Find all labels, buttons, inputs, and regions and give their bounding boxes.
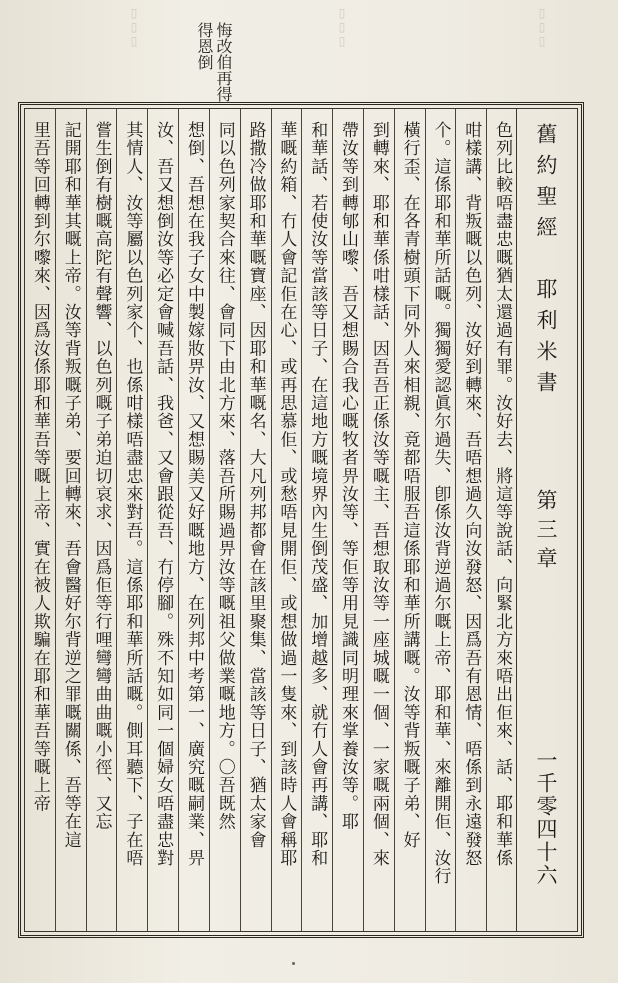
running-header <box>516 109 577 931</box>
bleed-through-mark: ▯▯▯ <box>335 6 349 48</box>
page-speck <box>292 962 295 965</box>
text-column: 帶汝等到轉郇山嚟、吾又想賜合我心嘅牧者畀汝等、等佢等用見識同明理來掌養汝等。耶 <box>332 109 363 931</box>
text-column: 里吾等回轉到尔嚟來、因爲汝係耶和華吾等嘅上帝、實在被人欺騙在耶和華吾等嘅上帝 <box>29 121 50 813</box>
text-columns <box>25 109 517 931</box>
bleed-through-mark: ▯▯▯ <box>127 6 141 48</box>
text-column: 想倒、吾想在我子女中製嫁妝畀汝、又想賜美又好嘅地方、在列邦中考第一、廣究嘅嗣業、畀 <box>178 109 209 931</box>
text-column: 同以色列家契合來往、會同下由北方來、落吾所賜過畀汝等嘅祖父做業嘅地方。〇吾既然 <box>209 109 240 931</box>
bleed-through-mark: ▯▯▯ <box>535 6 549 48</box>
text-column: 咁樣講、背叛嘅以色列、汝好到轉來、吾唔想過久向汝發怒、因爲吾有恩情、唔係到永遠發怒 <box>455 109 486 931</box>
text-column: 橫行歪、在各青樹頭下同外人來相親、竟都唔服吾這係耶和華所講嘅。汝等背叛嘅子弟、好 <box>394 109 425 931</box>
text-frame <box>18 102 584 938</box>
margin-note-line: 悔改㑑再得 <box>214 22 233 102</box>
text-column: 到轉來、耶和華係咁樣話、因吾吾正係汝等嘅主、吾想取汝等一座城嘅一個、一家嘅兩個、來 <box>363 109 394 931</box>
page-number: 一千零四十六 <box>534 749 558 887</box>
margin-note-line: 得恩倒 <box>195 22 214 70</box>
margin-note <box>196 22 232 102</box>
text-column: 記開耶和華其嘅上帝。汝等背叛嘅子弟、要回轉來、吾會醫好尔背逆之罪嘅關係、吾等在這 <box>55 109 86 931</box>
text-column: 路撒冷做耶和華嘅寶座、因耶和華嘅名、大凡列邦都會在該里聚集、當該等日子、猶太家會 <box>240 109 271 931</box>
text-column: 个。這係耶和華所話嘅。獨獨愛認眞尔過失、卽係汝背逆過尔嘅上帝、耶和華、來離開佢、汝行 <box>425 109 456 931</box>
chapter-label: 第三章 <box>534 489 558 576</box>
text-column: 和華話、若使汝等當該等日子、在這地方嘅境界內生倒茂盛、加增越多、就冇人會再講、耶和 <box>301 109 332 931</box>
text-column: 嘗生倒有樹嘅高陀有聲響、以色列嘅子弟迫切哀求、因爲佢等行哩彎彎曲曲嘅小徑、又忘 <box>86 109 117 931</box>
text-column: 汝、吾又想倒汝等必定會喊吾話、我爸、又會跟從吾、冇停腳。殊不知如同一個婦女唔盡忠對 <box>147 109 178 931</box>
text-column: 華嘅約箱、冇人會記佢在心、或再思慕佢、或愁唔見開佢、或想做過一隻來、到該時人會稱耶 <box>271 109 302 931</box>
text-column: 色列比較唔盡忠嘅猶太還過有罪。汝好去、將這等說話、向緊北方來唔出佢來、話、耶和華係 <box>486 109 517 931</box>
text-column: 其情人、汝等屬以色列家个、也係咁樣唔盡忠來對吾。這係耶和華所話嘅。側耳聽下、子在唔 <box>116 109 147 931</box>
book-title: 舊約聖經 耶利米書 <box>534 123 558 402</box>
